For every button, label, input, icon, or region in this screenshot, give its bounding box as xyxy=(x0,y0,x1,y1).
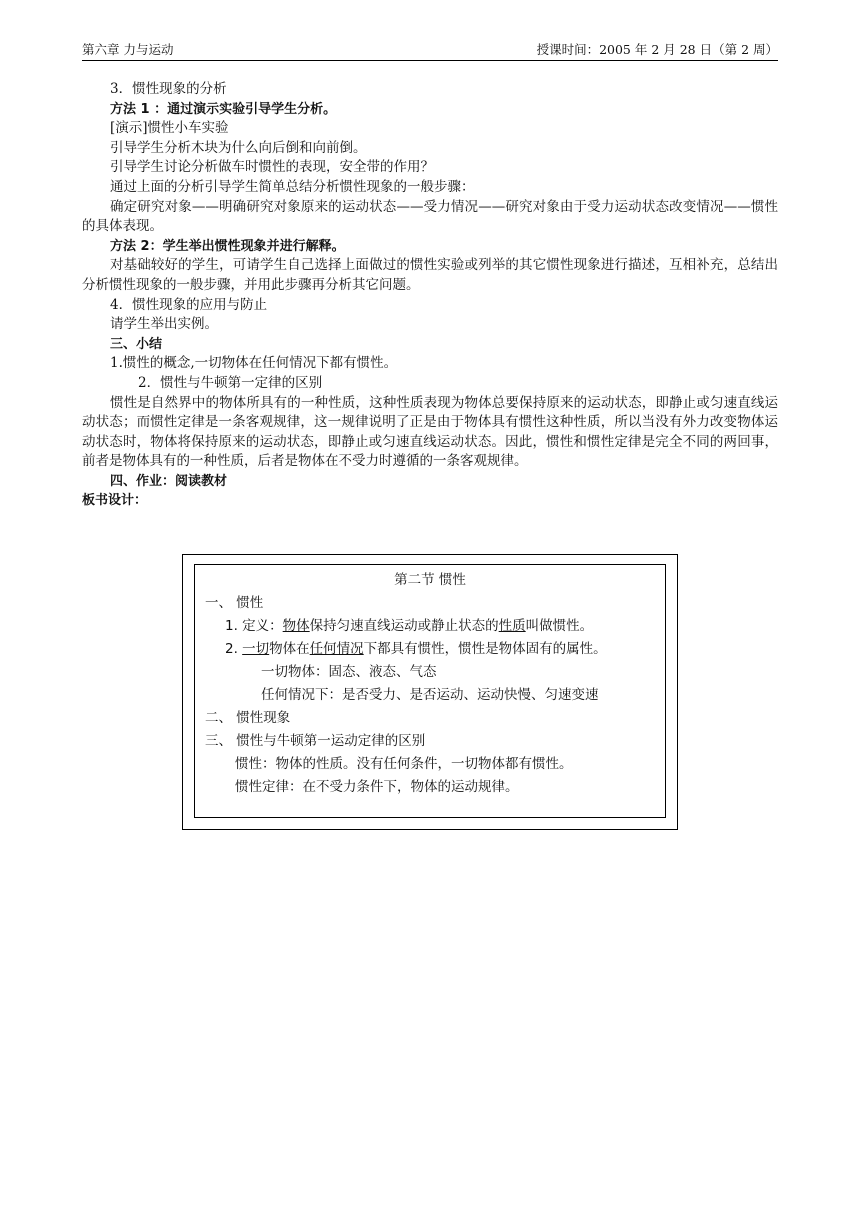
guide-line-c: 通过上面的分析引导学生简单总结分析惯性现象的一般步骤： xyxy=(110,178,475,195)
chapter-title: 第六章 力与运动 xyxy=(82,42,174,57)
definition-underline-2: 性质 xyxy=(498,618,526,634)
page-header xyxy=(82,40,778,61)
lesson-body xyxy=(82,80,778,511)
point-2-underline-2: 任何情况 xyxy=(309,641,364,657)
point-2-underline-1: 一切 xyxy=(242,641,270,657)
blackboard-frame-inner xyxy=(194,564,666,818)
demo-line: [演示]惯性小车实验 xyxy=(110,120,229,137)
board-title: 第二节 惯性 xyxy=(394,572,466,588)
board-definition-line xyxy=(225,615,593,638)
method-1-heading: 方法 1 ：通过演示实验引导学生分析。 xyxy=(110,101,337,117)
board-design-label: 板书设计： xyxy=(82,493,148,509)
homework-heading: 四、作业：阅读教材 xyxy=(110,473,228,489)
guide-line-b: 引导学生讨论分析做车时惯性的表现，安全带的作用？ xyxy=(110,159,434,176)
board-item-3: 三、 惯性与牛顿第一运动定律的区别 xyxy=(205,733,426,749)
board-law-definition: 惯性定律：在不受力条件下，物体的运动规律。 xyxy=(235,779,519,795)
board-all-objects: 一切物体：固态、液态、气态 xyxy=(261,664,437,680)
board-inertia-definition: 惯性：物体的性质。没有任何条件，一切物体都有惯性。 xyxy=(235,756,573,772)
summary-point-2: 2．惯性与牛顿第一定律的区别 xyxy=(138,374,323,391)
definition-middle: 保持匀速直线运动或静止状态的 xyxy=(309,618,499,634)
section-4-title: 4．惯性现象的应用与防止 xyxy=(110,296,268,313)
point-2-prefix: 2. xyxy=(225,641,243,657)
point-2-end: 下都具有惯性，惯性是物体固有的属性。 xyxy=(363,641,607,657)
board-point-2-line xyxy=(225,638,607,661)
definition-underline-1: 物体 xyxy=(282,618,310,634)
summary-heading: 三、小结 xyxy=(110,336,163,352)
lesson-date: 授课时间：2005 年 2 月 28 日（第 2 周） xyxy=(536,42,778,57)
board-item-1: 一、 惯性 xyxy=(205,595,264,611)
board-item-2: 二、 惯性现象 xyxy=(205,710,291,726)
summary-point-1: 1.惯性的概念,一切物体在任何情况下都有惯性。 xyxy=(110,355,398,372)
section-3-title: 3．惯性现象的分析 xyxy=(110,81,227,97)
definition-end: 叫做惯性。 xyxy=(525,618,594,634)
method-2-heading: 方法 2：学生举出惯性现象并进行解释。 xyxy=(110,238,345,254)
board-any-case: 任何情况下：是否受力、是否运动、运动快慢、匀速变速 xyxy=(261,687,599,703)
point-2-middle: 物体在 xyxy=(269,641,310,657)
definition-prefix: 1. 定义： xyxy=(225,618,283,634)
examples-line: 请学生举出实例。 xyxy=(110,316,218,333)
summary-paragraph: 惯性是自然界中的物体所具有的一种性质，这种性质表现为物体总要保持原来的运动状态，即静止或匀速直线运动状态；而惯性定律是一条客观规律，这一规律说明了正是由于物体具有惯性这种性质，所以当没有外力改变物体运动状态时，物体将保持原来的运动状态，即静止或匀速直线运动状态。因此，惯性和惯性定律是完全不同的两回事，前者是物体具有的一种性质，后者是物体在不受力时遵循的一条客观规律。 xyxy=(82,394,778,470)
guide-line-a: 引导学生分析木块为什么向后倒和向前倒。 xyxy=(110,139,367,156)
analysis-steps: 确定研究对象——明确研究对象原来的运动状态——受力情况——研究对象由于受力运动状态改变情况——惯性的具体表现。 xyxy=(82,198,778,235)
method-2-text: 对基础较好的学生，可请学生自己选择上面做过的惯性实验或列举的其它惯性现象进行描述，互相补充，总结出分析惯性现象的一般步骤，并用此步骤再分析其它问题。 xyxy=(82,257,778,293)
